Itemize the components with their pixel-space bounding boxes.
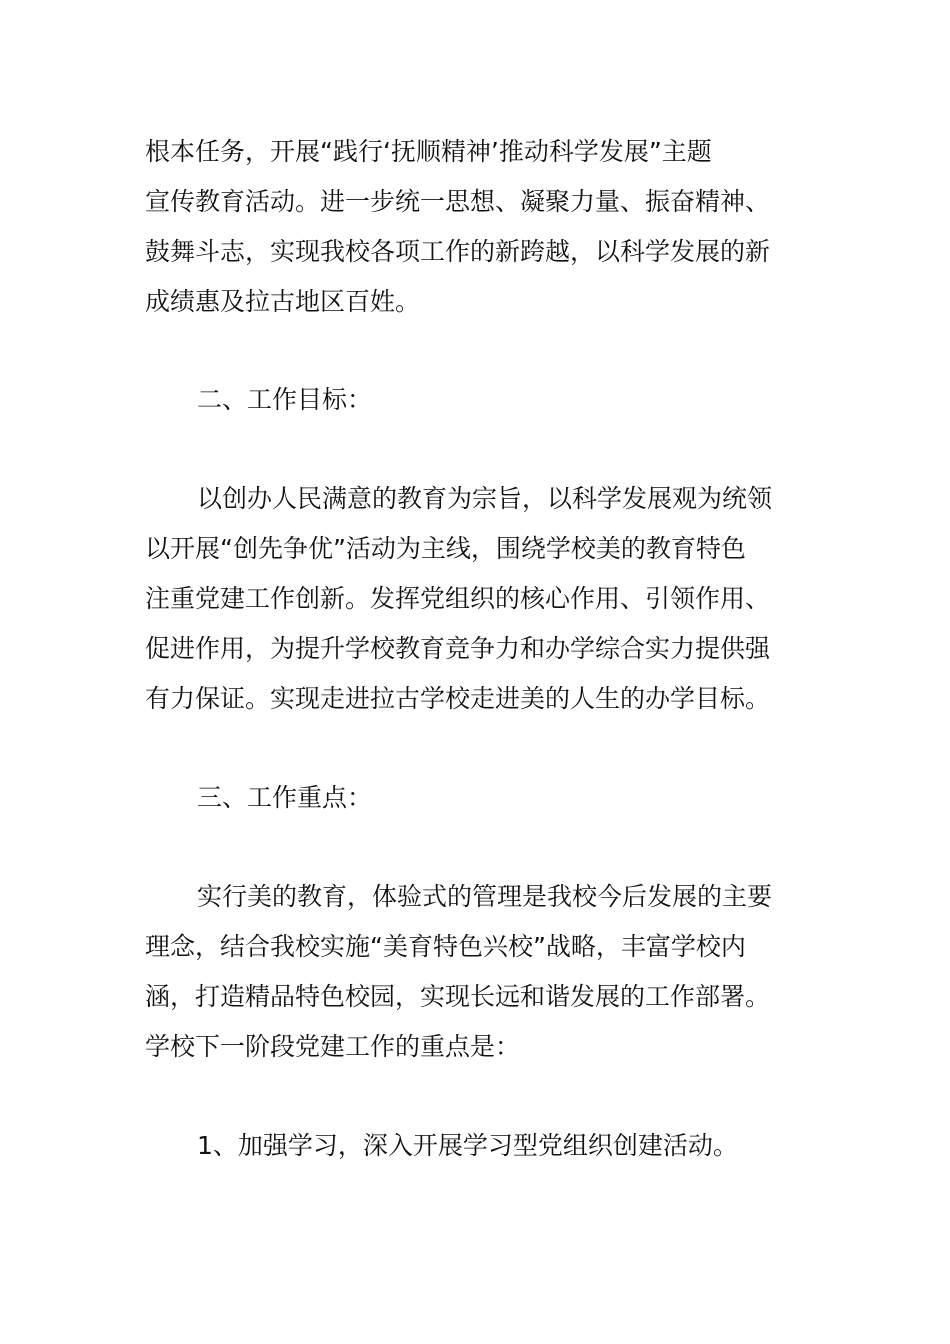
text-line: 涵，打造精品特色校园，实现长远和谐发展的工作部署。 bbox=[145, 982, 771, 1011]
text-line: 根本任务，开展“践行‘抚顺精神’推动科学发展”主题 bbox=[145, 137, 712, 166]
text-line: 宣传教育活动。进一步统一思想、凝聚力量、振奋精神、 bbox=[145, 187, 771, 216]
text-line: 成绩惠及拉古地区百姓。 bbox=[145, 287, 421, 316]
text-line: 以开展“创先争优”活动为主线，围绕学校美的教育特色 bbox=[145, 534, 746, 563]
paragraph-goal bbox=[145, 474, 815, 724]
text-line: 学校下一阶段党建工作的重点是： bbox=[145, 1032, 521, 1061]
text-line: 以创办人民满意的教育为宗旨，以科学发展观为统领 bbox=[197, 484, 773, 513]
paragraph-intro bbox=[145, 127, 815, 327]
list-item-1 bbox=[145, 1121, 815, 1171]
text-line: 促进作用，为提升学校教育竞争力和办学综合实力提供强 bbox=[145, 634, 771, 663]
heading-text: 三、工作重点： bbox=[197, 783, 373, 812]
text-line: 注重党建工作创新。发挥党组织的核心作用、引领作用、 bbox=[145, 584, 771, 613]
heading-text: 二、工作目标： bbox=[197, 385, 373, 414]
text-line: 理念，结合我校实施“美育特色兴校”战略，丰富学校内 bbox=[145, 932, 746, 961]
section-heading-focus bbox=[145, 773, 815, 823]
text-line: 实行美的教育，体验式的管理是我校今后发展的主要 bbox=[197, 882, 773, 911]
text-line: 鼓舞斗志，实现我校各项工作的新跨越，以科学发展的新 bbox=[145, 237, 771, 266]
paragraph-focus bbox=[145, 872, 815, 1072]
section-heading-goals bbox=[145, 375, 815, 425]
text-line: 有力保证。实现走进拉古学校走进美的人生的办学目标。 bbox=[145, 684, 771, 713]
list-item-text: 1、加强学习，深入开展学习型党组织创建活动。 bbox=[197, 1131, 738, 1160]
